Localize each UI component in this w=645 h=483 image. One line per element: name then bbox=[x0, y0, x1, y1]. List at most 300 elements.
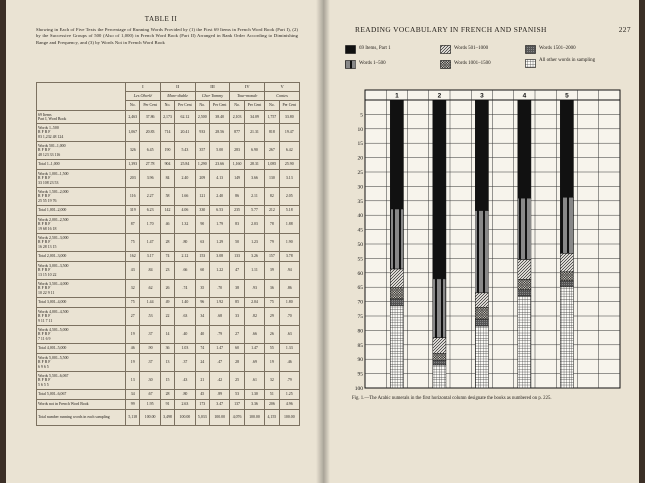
y-tick-label: 5 bbox=[360, 112, 363, 119]
table-cell: 99 bbox=[126, 400, 140, 410]
table-cell: 1.29 bbox=[210, 234, 230, 252]
table-cell: 60 bbox=[195, 262, 209, 280]
y-tick-label: 70 bbox=[357, 299, 363, 306]
table-cell: 87 bbox=[126, 216, 140, 234]
category-label: 4 bbox=[522, 92, 527, 100]
running-header-title: READING VOCABULARY IN FRENCH AND SPANISH bbox=[355, 25, 547, 34]
column-numeral: III bbox=[195, 83, 230, 92]
table-cell: 5.77 bbox=[244, 206, 264, 216]
table-cell: 1.25 bbox=[279, 390, 299, 400]
table-cell: .37 bbox=[140, 326, 160, 344]
table-cell: 100.00 bbox=[244, 410, 264, 426]
y-tick-label: 20 bbox=[357, 155, 363, 162]
bar-segment-w1_500 bbox=[518, 198, 531, 259]
bar-segment-w1501_2000 bbox=[475, 319, 488, 326]
table-cell: 2.27 bbox=[140, 188, 160, 206]
table-cell: 38 bbox=[230, 280, 244, 298]
table-cell: .63 bbox=[279, 326, 299, 344]
table-cell: .43 bbox=[175, 372, 195, 390]
table-cell: 1.80 bbox=[279, 298, 299, 308]
table-cell: 83 bbox=[230, 216, 244, 234]
table-cell: 27 bbox=[126, 308, 140, 326]
bar-segment-w1001_1500 bbox=[518, 279, 531, 290]
table-cell: 6.45 bbox=[140, 142, 160, 160]
table-cell: .79 bbox=[210, 326, 230, 344]
table-cell: 904 bbox=[160, 160, 174, 170]
table-cell: 877 bbox=[230, 124, 244, 142]
table-row bbox=[37, 262, 300, 280]
table-cell: 3.26 bbox=[244, 252, 264, 262]
table-cell: 86 bbox=[230, 188, 244, 206]
table-cell: 1,160 bbox=[230, 160, 244, 170]
table-row bbox=[37, 160, 300, 170]
column-numeral: V bbox=[265, 83, 300, 92]
table-row-label: Total 5,001–6,067 bbox=[37, 390, 126, 400]
table-row bbox=[37, 354, 300, 372]
table-cell: 1.40 bbox=[175, 298, 195, 308]
table-cell: 26 bbox=[160, 280, 174, 298]
table-row bbox=[37, 326, 300, 344]
table-cell: .37 bbox=[175, 354, 195, 372]
table-cell: 36 bbox=[160, 344, 174, 354]
table-cell: 75 bbox=[126, 298, 140, 308]
table-cell: 6.23 bbox=[140, 206, 160, 216]
table-cell: .68 bbox=[210, 308, 230, 326]
table-row bbox=[37, 111, 300, 124]
table-cell: 137 bbox=[230, 400, 244, 410]
table-cell: 3.96 bbox=[140, 170, 160, 188]
bar-segment-w1501_2000 bbox=[390, 299, 403, 306]
table-cell: 4.06 bbox=[175, 206, 195, 216]
table-row-label: Words 5,001–5,500 R F R F 6 9 6 5 bbox=[37, 354, 126, 372]
table-cell: 1.30 bbox=[244, 390, 264, 400]
table-cell: 90 bbox=[195, 216, 209, 234]
table-cell: 1.66 bbox=[175, 188, 195, 206]
legend-label-w501_1000: Words 501–1000 bbox=[454, 46, 489, 51]
table-cell: .74 bbox=[175, 280, 195, 298]
table-cell: 1.44 bbox=[140, 298, 160, 308]
bar-segment-w501_1000 bbox=[433, 338, 446, 354]
table-row bbox=[37, 234, 300, 252]
y-tick-label: 45 bbox=[357, 227, 363, 234]
table-row-label: Words 5,501–6,067 R F R F 5 6 5 5 bbox=[37, 372, 126, 390]
table-cell: 1.47 bbox=[140, 234, 160, 252]
table-cell: 933 bbox=[195, 124, 209, 142]
left-page bbox=[0, 0, 322, 483]
table-cell: 100.00 bbox=[140, 410, 160, 426]
table-cell: .79 bbox=[279, 372, 299, 390]
table-cell: 43 bbox=[126, 262, 140, 280]
table-cell: 3.17 bbox=[140, 252, 160, 262]
table-cell: 2.04 bbox=[244, 298, 264, 308]
bar-segment-w501_1000 bbox=[475, 293, 488, 307]
table-cell: 1,067 bbox=[126, 124, 140, 142]
table-cell: 212 bbox=[265, 206, 279, 216]
table-cell: 33 bbox=[230, 308, 244, 326]
table-cell: 75 bbox=[126, 234, 140, 252]
column-book-name: Tour-monde bbox=[230, 92, 265, 101]
table-cell: 45 bbox=[195, 390, 209, 400]
table-cell: .90 bbox=[140, 344, 160, 354]
table-cell: 1.22 bbox=[210, 262, 230, 280]
bar-segment-w1001_1500 bbox=[475, 307, 488, 319]
stacked-bar-chart bbox=[322, 0, 645, 483]
table-cell: 19 bbox=[265, 354, 279, 372]
legend-label-other: All other words in sampling bbox=[539, 58, 596, 63]
y-tick-label: 15 bbox=[357, 141, 363, 148]
table-cell: 74 bbox=[195, 344, 209, 354]
table-cell: 326 bbox=[126, 142, 140, 160]
table-cell: 33.80 bbox=[279, 111, 299, 124]
column-numeral: I bbox=[126, 83, 161, 92]
table-cell: 28 bbox=[230, 354, 244, 372]
table-cell: 162 bbox=[126, 252, 140, 262]
table-cell: 1,757 bbox=[265, 111, 279, 124]
table-cell: 1.79 bbox=[210, 216, 230, 234]
table-cell: 28.31 bbox=[244, 160, 264, 170]
table-cell: 2.12 bbox=[175, 252, 195, 262]
table-cell: 49 bbox=[160, 298, 174, 308]
table-header-roman-row bbox=[37, 83, 300, 92]
table-cell: .70 bbox=[279, 308, 299, 326]
table-cell: .47 bbox=[210, 354, 230, 372]
table-row-label: Words not in French Word Book bbox=[37, 400, 126, 410]
bar-segment-w501_1000 bbox=[518, 260, 531, 280]
table-cell: 3,498 bbox=[160, 410, 174, 426]
table-cell: 19.47 bbox=[279, 124, 299, 142]
table-cell: 39 bbox=[265, 262, 279, 280]
table-cell: 32 bbox=[126, 280, 140, 298]
table-row-label: Total 4,001–5,000 bbox=[37, 344, 126, 354]
table-cell: 27.78 bbox=[140, 160, 160, 170]
y-tick-label: 80 bbox=[357, 328, 363, 335]
bar-segment-w1_500 bbox=[475, 211, 488, 293]
y-tick-label: 60 bbox=[357, 270, 363, 277]
table-cell: 3.13 bbox=[279, 170, 299, 188]
legend-label-w1001_1500: Words 1001–1500 bbox=[454, 61, 491, 66]
table-cell: 235 bbox=[230, 206, 244, 216]
table-cell: .93 bbox=[244, 280, 264, 298]
table-row-label: 69 Items Part I, Word Book bbox=[37, 111, 126, 124]
table-cell: 283 bbox=[230, 142, 244, 160]
bar-segment-w1001_1500 bbox=[560, 272, 573, 281]
table-cell: 82 bbox=[265, 188, 279, 206]
column-book-name: Mare-diable bbox=[160, 92, 195, 101]
table-row-label: Words 4,501–5,000 R F R F 7 11 6 9 bbox=[37, 326, 126, 344]
y-tick-label: 65 bbox=[357, 285, 363, 292]
table-cell: 100.00 bbox=[279, 410, 299, 426]
table-cell: 6.90 bbox=[244, 142, 264, 160]
bar-segment-part1 bbox=[518, 100, 531, 198]
table-cell: 96 bbox=[195, 298, 209, 308]
table-cell: 1.92 bbox=[210, 298, 230, 308]
bar-segment-part1 bbox=[560, 100, 573, 197]
table-cell: 28.56 bbox=[210, 124, 230, 142]
table-cell: 4,076 bbox=[230, 410, 244, 426]
column-sub-no: No. bbox=[230, 101, 244, 111]
table-cell: 55 bbox=[265, 344, 279, 354]
legend-label-part1: 69 Items, Part 1 bbox=[359, 46, 391, 51]
table-cell: 1.32 bbox=[175, 216, 195, 234]
table-row-label: Total number running words in each sampling bbox=[37, 410, 126, 426]
table-cell: 23 bbox=[160, 262, 174, 280]
table-cell: 1.90 bbox=[279, 234, 299, 252]
table-cell: 1,393 bbox=[126, 160, 140, 170]
table-cell: 203 bbox=[126, 170, 140, 188]
table-cell: .84 bbox=[140, 262, 160, 280]
table-cell: 209 bbox=[195, 170, 209, 188]
table-cell: .42 bbox=[210, 372, 230, 390]
table-cell: 62.12 bbox=[175, 111, 195, 124]
table-caption: Showing in Each of Five Texts the Percentage of Running Words Provided by (1) the First 69 Items in French Word Book (Part I), (2) by the Successive Groups of 500 (Also of 1,000) in French Word Book (Part II) Arranged in Rank Order According to Diminishing Range and Frequency, and (3) by Words Not in French Word Book bbox=[36, 27, 298, 45]
bar-segment-w1501_2000 bbox=[433, 360, 446, 365]
table-cell: 22 bbox=[160, 308, 174, 326]
table-row-label: Words 501–1,000 R F R F 48 123 33 116 bbox=[37, 142, 126, 160]
table-cell: 3.08 bbox=[210, 252, 230, 262]
vocabulary-table bbox=[36, 82, 300, 426]
bar-segment-w501_1000 bbox=[560, 253, 573, 271]
table-cell: 5,033 bbox=[195, 410, 209, 426]
table-cell: .37 bbox=[140, 354, 160, 372]
bar-segment-other bbox=[390, 306, 403, 388]
table-cell: 28 bbox=[160, 234, 174, 252]
table-cell: 29 bbox=[265, 308, 279, 326]
table-cell: 3.78 bbox=[279, 252, 299, 262]
bar-segment-other bbox=[475, 326, 488, 388]
bar-segment-w1_500 bbox=[433, 279, 446, 338]
table-cell: .62 bbox=[140, 280, 160, 298]
table-cell: 267 bbox=[265, 142, 279, 160]
bar-segment-w1001_1500 bbox=[433, 353, 446, 360]
column-sub-pct: Per Cent bbox=[210, 101, 230, 111]
table-row-label: Words 1,501–2,000 R F R F 25 55 19 76 bbox=[37, 188, 126, 206]
table-cell: 63 bbox=[195, 234, 209, 252]
category-label: 2 bbox=[437, 92, 442, 100]
figure-caption: Fig. 1.—The Arabic numerals in the first horizontal column designate the books as numbered on p. 225. bbox=[352, 396, 552, 401]
table-cell: 5.43 bbox=[175, 142, 195, 160]
table-cell: 157 bbox=[265, 252, 279, 262]
table-cell: 40 bbox=[195, 326, 209, 344]
table-row bbox=[37, 308, 300, 326]
table-cell: 1.70 bbox=[140, 216, 160, 234]
table-cell: 20.83 bbox=[140, 124, 160, 142]
bar-segment-w1501_2000 bbox=[518, 290, 531, 296]
table-cell: 190 bbox=[160, 142, 174, 160]
table-cell: 319 bbox=[126, 206, 140, 216]
table-cell: 25.90 bbox=[279, 160, 299, 170]
bar-segment-other bbox=[433, 365, 446, 388]
column-sub-pct: Per Cent bbox=[244, 101, 264, 111]
category-label: 1 bbox=[395, 92, 399, 100]
bar-segment-w1_500 bbox=[390, 209, 403, 269]
table-cell: 2.11 bbox=[244, 188, 264, 206]
table-cell: .66 bbox=[244, 326, 264, 344]
table-cell: 1.88 bbox=[279, 216, 299, 234]
table-cell: 2,463 bbox=[126, 111, 140, 124]
table-cell: 74 bbox=[160, 252, 174, 262]
table-row bbox=[37, 410, 300, 426]
table-cell: 21.31 bbox=[244, 124, 264, 142]
table-cell: 34.09 bbox=[244, 111, 264, 124]
table-row bbox=[37, 390, 300, 400]
y-tick-label: 95 bbox=[357, 371, 363, 378]
table-row bbox=[37, 142, 300, 160]
table-cell: 818 bbox=[265, 124, 279, 142]
table-cell: 78 bbox=[265, 216, 279, 234]
table-cell: .89 bbox=[210, 390, 230, 400]
table-row bbox=[37, 170, 300, 188]
y-tick-label: 40 bbox=[357, 213, 363, 220]
table-row bbox=[37, 206, 300, 216]
table-cell: 51 bbox=[265, 390, 279, 400]
column-sub-no: No. bbox=[265, 101, 279, 111]
page-number: 227 bbox=[618, 25, 631, 34]
table-cell: 149 bbox=[230, 170, 244, 188]
table-cell: 84 bbox=[160, 170, 174, 188]
table-cell: 24 bbox=[195, 354, 209, 372]
table-cell: 206 bbox=[265, 400, 279, 410]
column-numeral: IV bbox=[230, 83, 265, 92]
table-cell: 330 bbox=[195, 206, 209, 216]
table-row bbox=[37, 344, 300, 354]
table-cell: .66 bbox=[175, 262, 195, 280]
table-cell: 58 bbox=[160, 188, 174, 206]
table-cell: 25 bbox=[230, 372, 244, 390]
table-cell: 5.00 bbox=[210, 142, 230, 160]
table-row-label: Words 4,001–4,500 R F R F 9 11 7 11 bbox=[37, 308, 126, 326]
table-row-label: Words 3,501–4,000 R F R F 10 22 9 11 bbox=[37, 280, 126, 298]
table-cell: 14 bbox=[160, 326, 174, 344]
table-cell: 34 bbox=[126, 390, 140, 400]
bar-segment-w501_1000 bbox=[390, 269, 403, 288]
table-cell: .40 bbox=[175, 326, 195, 344]
table-cell: 34 bbox=[195, 308, 209, 326]
table-cell: 85 bbox=[230, 298, 244, 308]
table-cell: .86 bbox=[279, 280, 299, 298]
y-tick-label: 85 bbox=[357, 342, 363, 349]
table-row-label: Words 2,501–3,000 R F R F 16 28 13 15 bbox=[37, 234, 126, 252]
column-sub-no: No. bbox=[195, 101, 209, 111]
bar-segment-w1001_1500 bbox=[390, 288, 403, 299]
table-row-label: Words 1,001–1,500 R F R F 33 108 23 53 bbox=[37, 170, 126, 188]
column-sub-no: No. bbox=[126, 101, 140, 111]
table-cell: 2,500 bbox=[195, 111, 209, 124]
table-cell: 2.40 bbox=[175, 170, 195, 188]
table-cell: 25.84 bbox=[175, 160, 195, 170]
table-cell: 19 bbox=[126, 326, 140, 344]
table-cell: 53 bbox=[230, 390, 244, 400]
table-cell: 1.11 bbox=[244, 262, 264, 280]
table-cell: 13 bbox=[160, 354, 174, 372]
table-row-label: Total 3,001–4,000 bbox=[37, 298, 126, 308]
table-cell: 133 bbox=[230, 252, 244, 262]
table-cell: 21 bbox=[195, 372, 209, 390]
table-cell: 27 bbox=[230, 326, 244, 344]
table-row bbox=[37, 252, 300, 262]
table-cell: 1.33 bbox=[279, 344, 299, 354]
table-title: TABLE II bbox=[144, 15, 178, 23]
table-row bbox=[37, 216, 300, 234]
table-cell: 6.53 bbox=[210, 206, 230, 216]
table-row-label: Words 3,001–3,500 R F R F 13 15 10 22 bbox=[37, 262, 126, 280]
table-cell: 4,155 bbox=[265, 410, 279, 426]
table-cell: 47 bbox=[230, 262, 244, 280]
table-cell: .53 bbox=[140, 308, 160, 326]
table-cell: 79 bbox=[265, 234, 279, 252]
table-cell: 50 bbox=[230, 234, 244, 252]
table-cell: 100.00 bbox=[210, 410, 230, 426]
column-sub-pct: Per Cent bbox=[175, 101, 195, 111]
table-row-label: Words 1–500 R F R F 83 1,232 48 124 bbox=[37, 124, 126, 142]
table-cell: 3.36 bbox=[244, 400, 264, 410]
table-row-label: Total 2,001–3,000 bbox=[37, 252, 126, 262]
y-tick-label: 25 bbox=[357, 170, 363, 176]
bar-segment-other bbox=[518, 296, 531, 388]
table-cell: 32 bbox=[265, 372, 279, 390]
table-cell: 23.66 bbox=[210, 160, 230, 170]
table-cell: .63 bbox=[175, 308, 195, 326]
y-tick-label: 55 bbox=[357, 256, 363, 263]
y-tick-label: 90 bbox=[357, 357, 363, 364]
table-cell: 13 bbox=[126, 372, 140, 390]
column-numeral: II bbox=[160, 83, 195, 92]
table-cell: 15 bbox=[160, 372, 174, 390]
column-sub-pct: Per Cent bbox=[140, 101, 160, 111]
table-cell: 46 bbox=[126, 344, 140, 354]
table-cell: .70 bbox=[210, 280, 230, 298]
table-cell: 100.00 bbox=[175, 410, 195, 426]
table-row-label: Total 1,001–2,000 bbox=[37, 206, 126, 216]
table-cell: 1.03 bbox=[175, 344, 195, 354]
category-label: 3 bbox=[480, 92, 484, 100]
column-sub-no: No. bbox=[160, 101, 174, 111]
column-book-name: Les Oberlé bbox=[126, 92, 161, 101]
table-cell: 35 bbox=[195, 280, 209, 298]
table-cell: 357 bbox=[195, 142, 209, 160]
table-cell: 116 bbox=[126, 188, 140, 206]
table-cell: 2,103 bbox=[230, 111, 244, 124]
table-cell: 1,085 bbox=[265, 160, 279, 170]
table-cell: 28 bbox=[160, 390, 174, 400]
table-cell: 26 bbox=[265, 326, 279, 344]
y-tick-label: 75 bbox=[357, 314, 363, 320]
table-cell: 36 bbox=[265, 280, 279, 298]
table-cell: .69 bbox=[244, 354, 264, 372]
table-row bbox=[37, 280, 300, 298]
table-cell: 1.47 bbox=[244, 344, 264, 354]
table-row-label: Words 2,001–2,500 R F R F 19 68 16 18 bbox=[37, 216, 126, 234]
table-cell: 2.05 bbox=[279, 188, 299, 206]
table-cell: .61 bbox=[244, 372, 264, 390]
legend-label-w1_500: Words 1–500 bbox=[359, 61, 386, 66]
table-cell: 130 bbox=[265, 170, 279, 188]
bar-segment-part1 bbox=[475, 100, 488, 211]
table-cell: 3.47 bbox=[210, 400, 230, 410]
table-cell: 46 bbox=[160, 216, 174, 234]
column-sub-pct: Per Cent bbox=[279, 101, 299, 111]
bar-segment-part1 bbox=[433, 100, 446, 279]
bar-segment-other bbox=[560, 287, 573, 388]
column-book-name: Cher Tommy bbox=[195, 92, 230, 101]
table-cell: 1.95 bbox=[140, 400, 160, 410]
table-row bbox=[37, 124, 300, 142]
y-tick-label: 50 bbox=[357, 242, 363, 248]
table-cell: 4.13 bbox=[210, 170, 230, 188]
table-cell: 19 bbox=[126, 354, 140, 372]
table-cell: 60 bbox=[230, 344, 244, 354]
table-cell: 6.42 bbox=[279, 142, 299, 160]
table-cell: 4.96 bbox=[279, 400, 299, 410]
